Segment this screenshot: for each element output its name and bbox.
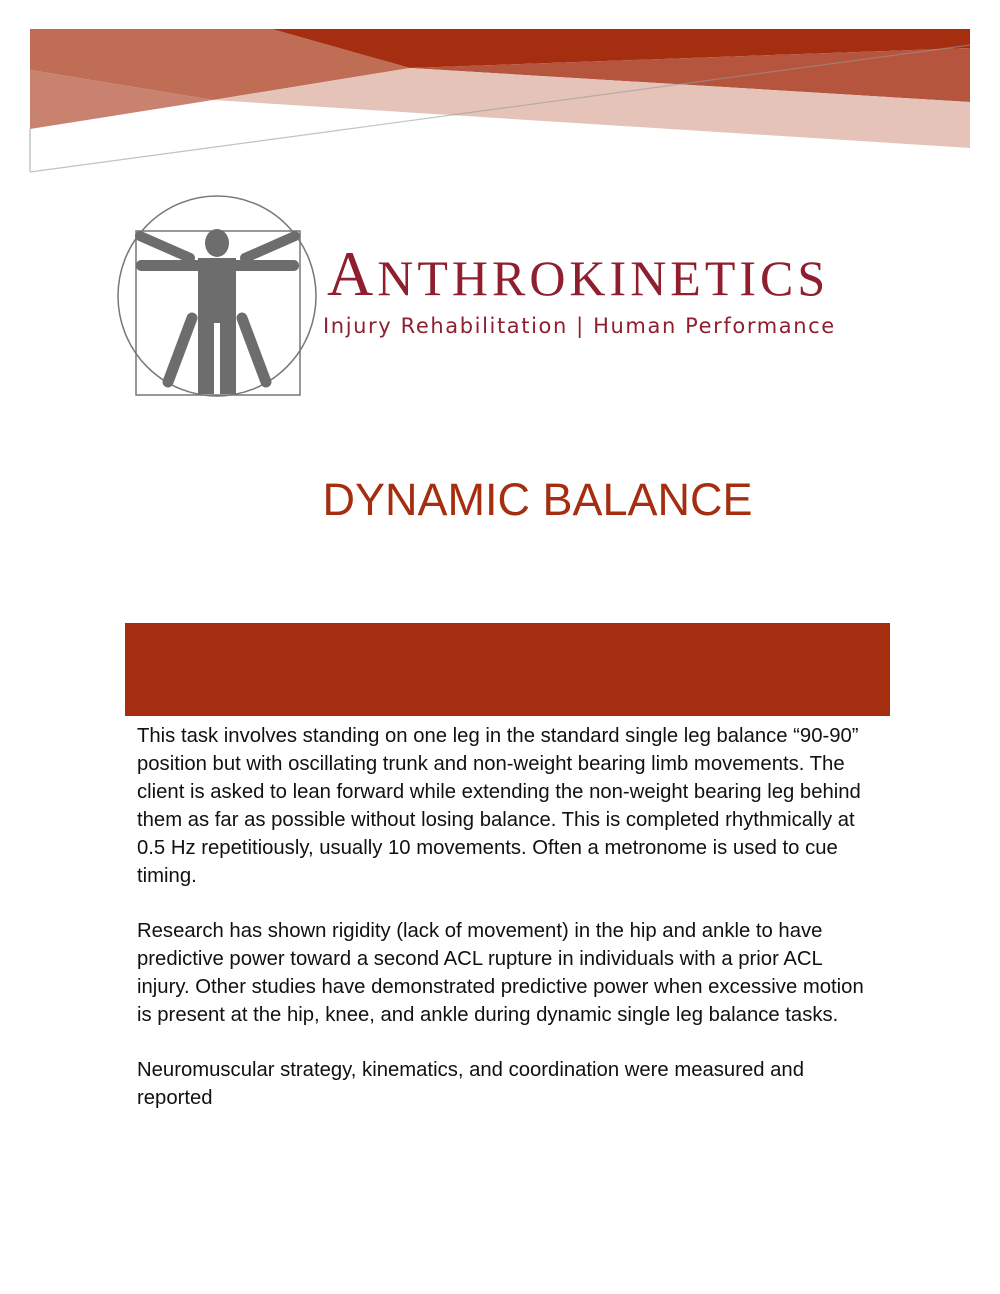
- brand-initial: A: [327, 238, 378, 309]
- paragraph: Research has shown rigidity (lack of movement) in the hip and ankle to have predictive power toward a second ACL rupture in individuals with a prior ACL injury. Other studies have demonstrated predictive power when excessive motion is present at the hip, knee, and ankle during dynamic single leg balance tasks.: [137, 920, 864, 1026]
- brand-rest: NTHROKINETICS: [377, 250, 830, 306]
- body-text: [137, 722, 877, 1139]
- brand-tagline: Injury Rehabilitation | Human Performance: [323, 314, 836, 338]
- paragraph: This task involves standing on one leg in the standard single leg balance “90-90” position but with oscillating trunk and non-weight bearing limb movements. The client is asked to lean forward while extending the non-weight bearing leg behind them as far as possible without losing balance. This is completed rhythmically at 0.5 Hz repetitiously, usually 10 movements. Often a metronome is used to cue timing.: [137, 725, 861, 887]
- section-banner: [125, 623, 890, 716]
- paragraph: Neuromuscular strategy, kinematics, and coordination were measured and reported: [137, 1059, 804, 1109]
- brand-name: [327, 238, 830, 309]
- page-title: DYNAMIC BALANCE: [322, 474, 753, 525]
- header-banner: [0, 0, 1000, 180]
- vitruvian-logo-icon: [110, 190, 320, 400]
